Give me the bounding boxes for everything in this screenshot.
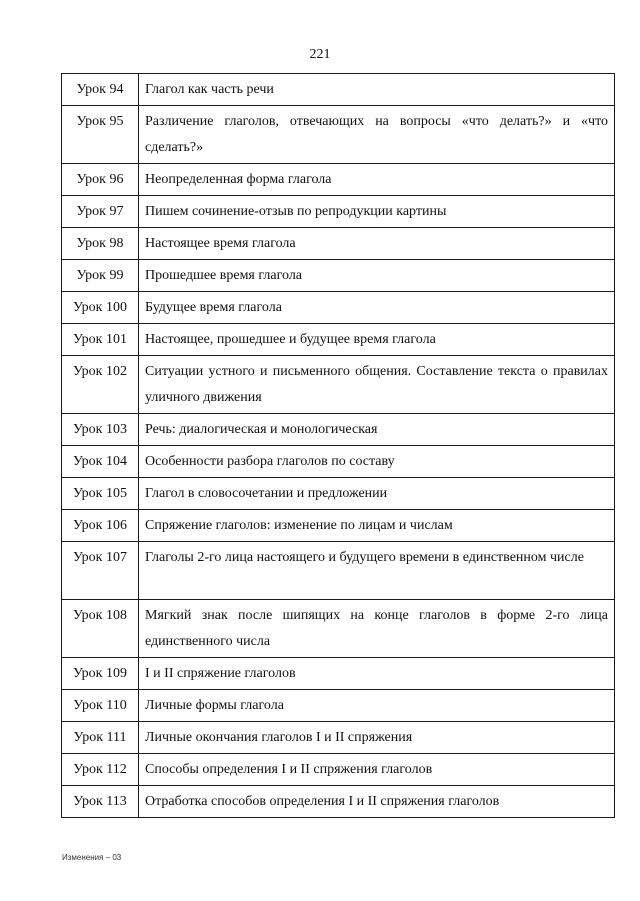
- lesson-topic: Пишем сочинение-отзыв по репродукции картины: [139, 196, 615, 228]
- lesson-number: Урок 110: [62, 690, 139, 722]
- lesson-topic: Глаголы 2-го лица настоящего и будущего времени в единственном числе: [139, 542, 615, 600]
- table-row: [62, 722, 615, 754]
- lesson-number: Урок 103: [62, 414, 139, 446]
- lesson-topic: Различение глаголов, отвечающих на вопросы «что делать?» и «что сделать?»: [139, 106, 615, 164]
- lesson-number: Урок 111: [62, 722, 139, 754]
- table-row: [62, 754, 615, 786]
- lesson-topic: Мягкий знак после шипящих на конце глаголов в форме 2-го лица единственного числа: [139, 600, 615, 658]
- lesson-number: Урок 97: [62, 196, 139, 228]
- lesson-topic: Будущее время глагола: [139, 292, 615, 324]
- table-row: [62, 74, 615, 106]
- page-number: 221: [309, 47, 331, 62]
- lesson-number: Урок 96: [62, 164, 139, 196]
- lesson-number: Урок 107: [62, 542, 139, 600]
- lesson-number: Урок 105: [62, 478, 139, 510]
- lesson-topic: Настоящее, прошедшее и будущее время глагола: [139, 324, 615, 356]
- lessons-table: [61, 73, 615, 818]
- table-row: [62, 356, 615, 414]
- table-row: [62, 510, 615, 542]
- lesson-topic: Способы определения I и II спряжения глаголов: [139, 754, 615, 786]
- lesson-topic: I и II спряжение глаголов: [139, 658, 615, 690]
- lesson-number: Урок 108: [62, 600, 139, 658]
- lesson-topic: Глагол в словосочетании и предложении: [139, 478, 615, 510]
- lesson-number: Урок 109: [62, 658, 139, 690]
- lesson-topic: Неопределенная форма глагола: [139, 164, 615, 196]
- lesson-topic: Личные окончания глаголов I и II спряжения: [139, 722, 615, 754]
- table-row: [62, 446, 615, 478]
- lesson-topic: Настоящее время глагола: [139, 228, 615, 260]
- table-row: [62, 690, 615, 722]
- table-row: [62, 324, 615, 356]
- table-row: [62, 164, 615, 196]
- lesson-topic: Особенности разбора глаголов по составу: [139, 446, 615, 478]
- lesson-number: Урок 100: [62, 292, 139, 324]
- lesson-topic: Отработка способов определения I и II спряжения глаголов: [139, 786, 615, 818]
- table-row: [62, 786, 615, 818]
- table-row: [62, 478, 615, 510]
- footer-note: Изменения – 03: [62, 853, 122, 862]
- table-row: [62, 542, 615, 600]
- table-row: [62, 260, 615, 292]
- lesson-number: Урок 94: [62, 74, 139, 106]
- lesson-number: Урок 95: [62, 106, 139, 164]
- lesson-number: Урок 112: [62, 754, 139, 786]
- lesson-topic: Ситуации устного и письменного общения. Составление текста о правилах уличного движения: [139, 356, 615, 414]
- lesson-number: Урок 104: [62, 446, 139, 478]
- lesson-number: Урок 106: [62, 510, 139, 542]
- lesson-topic: Спряжение глаголов: изменение по лицам и числам: [139, 510, 615, 542]
- table-row: [62, 196, 615, 228]
- table-row: [62, 600, 615, 658]
- table-row: [62, 228, 615, 260]
- lesson-number: Урок 102: [62, 356, 139, 414]
- table-row: [62, 414, 615, 446]
- lesson-number: Урок 113: [62, 786, 139, 818]
- lesson-topic: Личные формы глагола: [139, 690, 615, 722]
- table-row: [62, 106, 615, 164]
- lesson-topic: Глагол как часть речи: [139, 74, 615, 106]
- lesson-topic: Прошедшее время глагола: [139, 260, 615, 292]
- lesson-number: Урок 98: [62, 228, 139, 260]
- lesson-number: Урок 99: [62, 260, 139, 292]
- lesson-number: Урок 101: [62, 324, 139, 356]
- table-row: [62, 658, 615, 690]
- lesson-topic: Речь: диалогическая и монологическая: [139, 414, 615, 446]
- table-row: [62, 292, 615, 324]
